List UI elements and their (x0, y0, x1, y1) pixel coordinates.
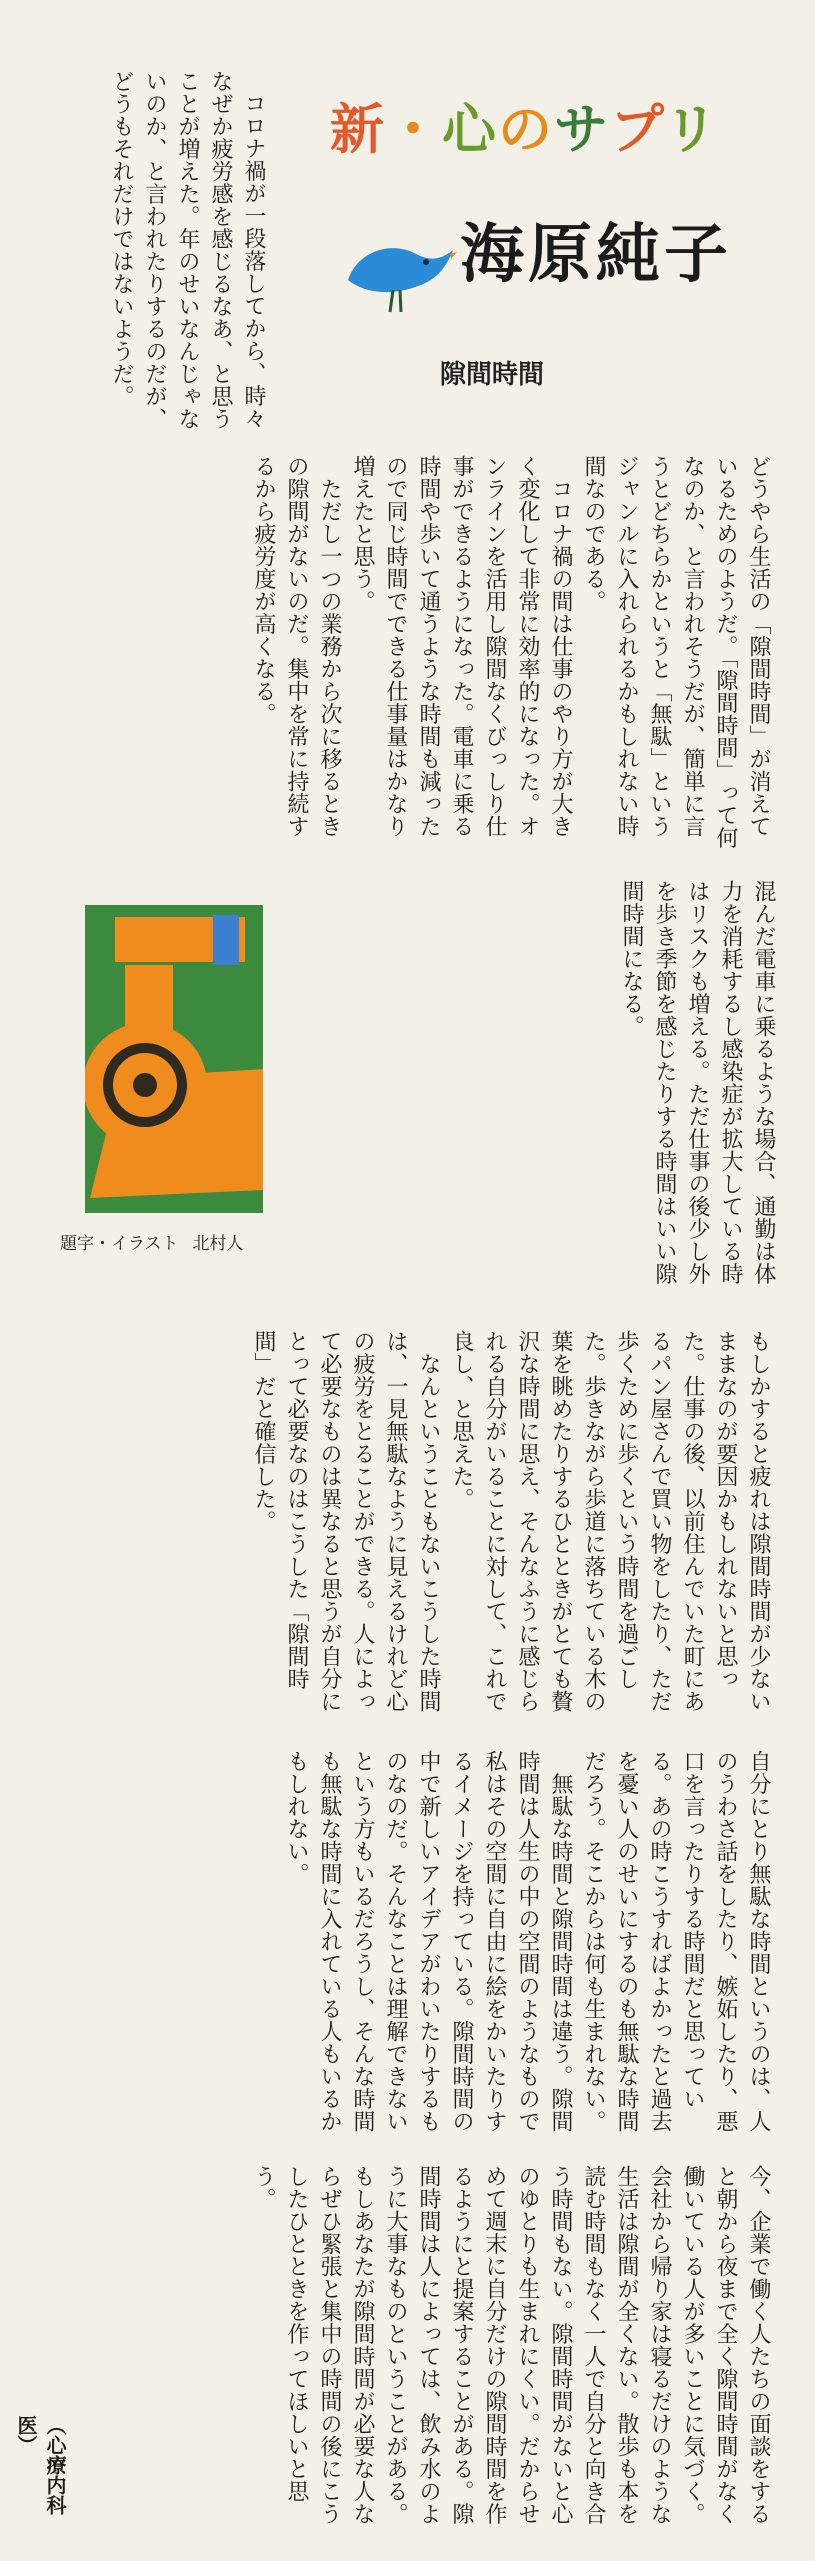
article-block-1: どうやら生活の「隙間時間」が消えているためのようだ。「隙間時間」って何なのか、と言われそうだが、簡単に言うとどちらかというと「無駄」というジャンルに入れられるかもしれない時間なのである。 コロナ禍の間は仕事のやり方が大きく変化して非常に効率的になった。オンラインを活用し隙間なくびっしり仕事ができるようになった。電車に乗る時間や歩いて通うような時間も減ったので同じ時間でできる仕事量はかなり増えたと思う。 ただし一つの業務から次に移るときの隙間がないのだ。集中を常に持続するから疲労度が高くなる。 (251, 455, 771, 849)
article-block-2: 混んだ電車に乗るような場合、通勤は体力を消耗するし感染症が拡大している時はリスクも増える。ただ仕事の後少し外を歩き季節を感じたりする時間はいい隙間時間になる。 (619, 880, 776, 1285)
author-credit: （心療内科医） (14, 2415, 67, 2515)
series-title-char: 心 (442, 98, 498, 161)
article-headline: 隙間時間 (440, 360, 545, 390)
caption-name: 北村人 (192, 1234, 244, 1254)
article-block-5: 今、企業で働く人たちの面談をすると朝から夜まで全く隙間時間がなく働いている人が多いことに気づく。会社から帰り家は寝るだけのような生活は隙間が全くない。散歩も本を読む時間もなく一人で自分と向き合う時間もない。隙間時間がないと心のゆとりも生まれにくい。だからせめて週末に自分だけの隙間時間を作るようにと提案することがある。隙間時間は人によっては、飲み水のように大事なものということがある。もしあなたが隙間時間が必要な人ならぜひ緊張と集中の時間の後にこうしたひとときを作ってほしいと思う。 (251, 2165, 771, 2525)
series-title-char: プ (610, 98, 664, 161)
series-title-char: 新 (330, 98, 386, 161)
illustration-caption (60, 1230, 290, 1258)
series-title-char: の (498, 98, 554, 161)
author-name: 海原純子 (460, 218, 732, 292)
hair-dryer-illustration (85, 905, 263, 1213)
article-block-3: もしかすると疲れは隙間時間が少ないままなのが要因かもしれないと思った。仕事の後、以前住んでいた町にあるパン屋さんで買い物をしたり、ただ歩くために歩くという時間を過ごした。歩きながら歩道に落ちている木の葉を眺めたりするひとときがとても贅沢な時間に思え、そんなふうに感じられる自分がいることに対して、これで良し、と思えた。 なんということもないこうした時間は、一見無駄なように見えるけれど心の疲労をとることができる。人によって必要なものは異なると思うが自分にとって必要なのはこうした「隙間時間」だと確信した。 (251, 1330, 771, 1713)
series-title-char: サ (554, 98, 610, 161)
caption-label: 題字・イラスト (60, 1234, 179, 1254)
hair-dryer-icon (85, 905, 263, 1213)
bird-icon (338, 220, 458, 320)
series-title (330, 95, 730, 165)
paragraph: コロナ禍が一段落してから、時々なぜか疲労感を感じるなあ、と思うことが増えた。年のせいなんじゃないのか、と言われたりするのだが、どうもそれだけではないようだ。 (109, 70, 266, 430)
series-title-char: リ (663, 98, 720, 161)
article-lead (70, 70, 270, 430)
article-block-4: 自分にとり無駄な時間というのは、人のうわさ話をしたり、嫉妬したり、悪口を言ったりする時間だと思っている。あの時こうすればよかったと過去を憂い人のせいにするのも無駄な時間だろう。そこからは何も生まれない。 無駄な時間と隙間時間は違う。隙間時間は人生の中の空間のようなもので私はその空間に自由に絵をかいたりするイメージを持っている。隙間時間の中で新しいアイデアがわいたりするものなのだ。そんなことは理解できないという方もいるだろうし、そんな時間も無駄な時間に入れている人もいるかもしれない。 (284, 1750, 771, 2133)
series-title-char: ・ (386, 98, 442, 161)
